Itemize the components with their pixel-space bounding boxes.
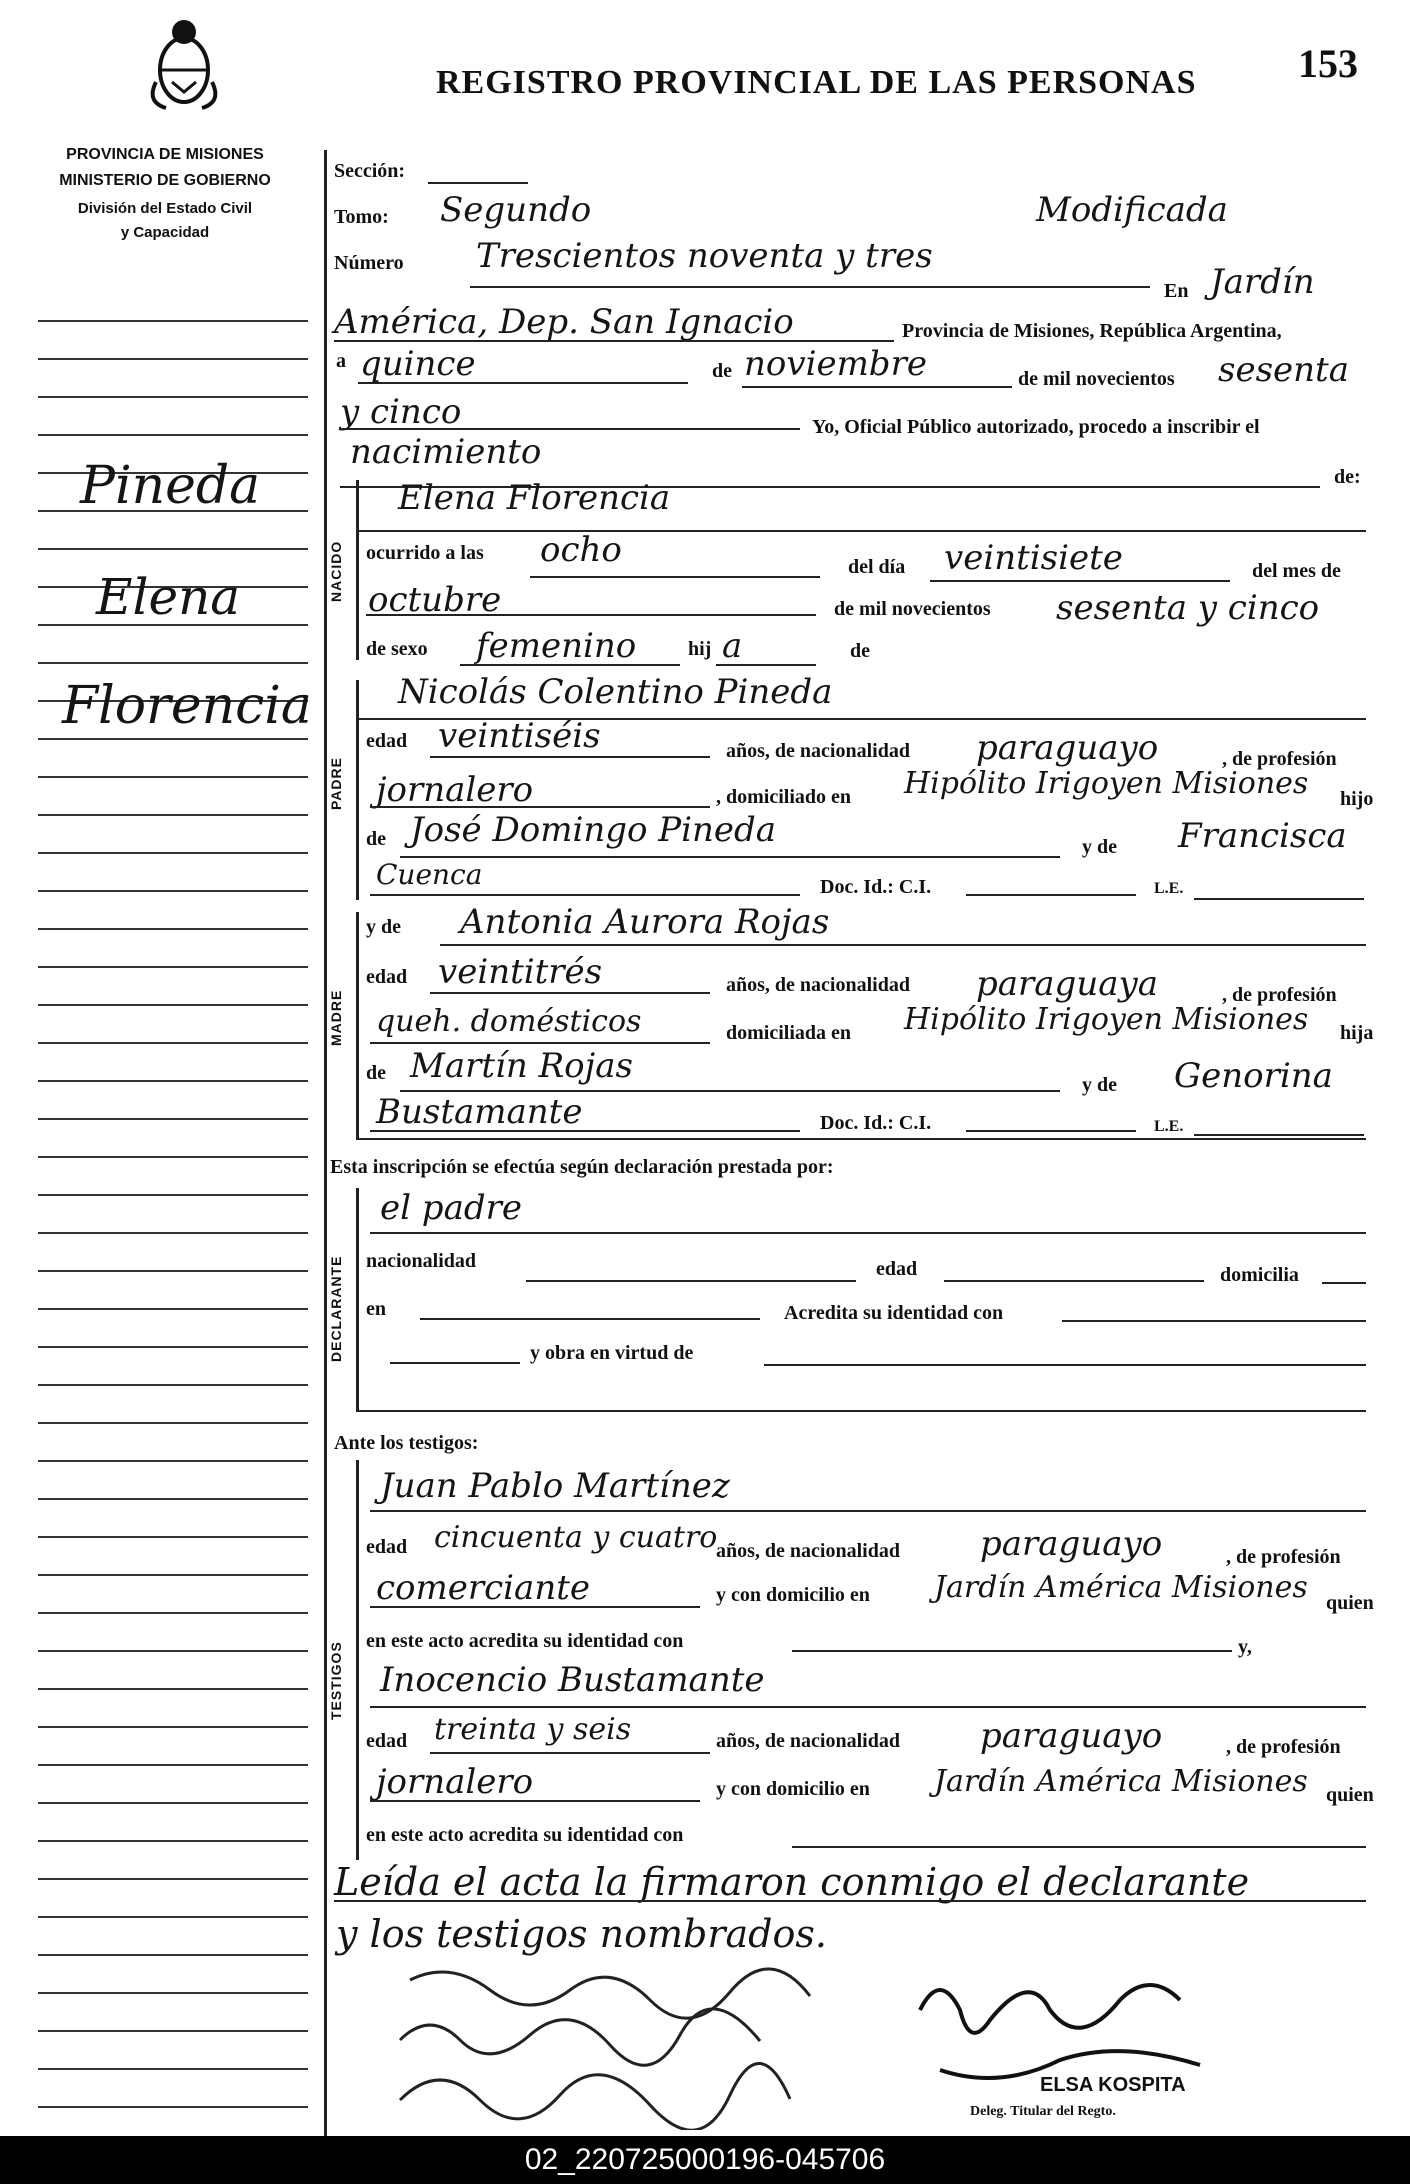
testigo1-prof-value: comerciante bbox=[376, 1568, 590, 1608]
margin-rule bbox=[38, 1878, 308, 1880]
t1-prof-label: , de profesión bbox=[1226, 1546, 1341, 1568]
margin-rule bbox=[38, 1802, 308, 1804]
t2-prof-label: , de profesión bbox=[1226, 1736, 1341, 1758]
coat-of-arms-icon bbox=[146, 12, 222, 112]
margin-first-name: Elena bbox=[96, 568, 241, 626]
tomo-annotation: Modificada bbox=[1036, 190, 1228, 230]
esta-inscripcion-label: Esta inscripción se efectúa según declaración prestada por: bbox=[330, 1156, 834, 1178]
official-stamp-name: ELSA KOSPITA bbox=[1040, 2074, 1186, 2096]
acto-value: nacimiento bbox=[350, 432, 542, 472]
margin-rule bbox=[38, 1916, 308, 1918]
official-stamp-title: Deleg. Titular del Regto. bbox=[970, 2104, 1116, 2119]
padre-le-label: L.E. bbox=[1154, 880, 1184, 897]
numero-label: Número bbox=[334, 252, 404, 274]
margin-rule bbox=[38, 1004, 308, 1006]
decl-acredita-label: Acredita su identidad con bbox=[784, 1302, 1004, 1324]
margin-rule bbox=[38, 1650, 308, 1652]
t1-acredita-label: en este acto acredita su identidad con bbox=[366, 1630, 684, 1652]
del-dia-label: del día bbox=[848, 556, 906, 578]
padre-dom-label: , domiciliado en bbox=[716, 786, 852, 808]
testigos-bracket bbox=[356, 1460, 359, 1860]
madre-padre-value: Martín Rojas bbox=[410, 1046, 633, 1086]
page-title: REGISTRO PROVINCIAL DE LAS PERSONAS bbox=[436, 64, 1197, 101]
seccion-label: Sección: bbox=[334, 160, 406, 182]
hijo-label: hijo bbox=[1340, 788, 1374, 810]
margin-rule bbox=[38, 1156, 308, 1158]
margin-rule bbox=[38, 1498, 308, 1500]
decl-nacionalidad-label: nacionalidad bbox=[366, 1250, 477, 1272]
madre-y-de-label: y de bbox=[366, 916, 401, 938]
hora-value: ocho bbox=[540, 530, 622, 570]
t1-edad-label: edad bbox=[366, 1536, 408, 1558]
testigo1-nac-value: paraguayo bbox=[980, 1524, 1163, 1564]
ante-testigos-label: Ante los testigos: bbox=[334, 1432, 479, 1454]
testigo2-edad-value: treinta y seis bbox=[434, 1712, 632, 1747]
main-border bbox=[324, 150, 327, 2140]
mes-nac-value: octubre bbox=[368, 580, 502, 620]
margin-rule bbox=[38, 1118, 308, 1120]
margin-rule bbox=[38, 1042, 308, 1044]
margin-surname: Pineda bbox=[80, 456, 261, 516]
padre-prof-value: jornalero bbox=[376, 770, 534, 810]
padre-anos-label: años, de nacionalidad bbox=[726, 740, 910, 762]
ocurrido-label: ocurrido a las bbox=[366, 542, 484, 564]
padre-doc-label: Doc. Id.: C.I. bbox=[820, 876, 932, 898]
signature-scribbles-icon bbox=[380, 1950, 1280, 2130]
mes-value: noviembre bbox=[744, 344, 927, 384]
anio-nac-value: sesenta y cinco bbox=[1056, 588, 1320, 628]
margin-rule bbox=[38, 662, 308, 664]
hija-label: hija bbox=[1340, 1022, 1374, 1044]
padre-prof-label: , de profesión bbox=[1222, 748, 1337, 770]
padre-madre-value-2: Cuenca bbox=[376, 858, 483, 891]
testigo2-nac-value: paraguayo bbox=[980, 1716, 1163, 1756]
tomo-value: Segundo bbox=[440, 190, 592, 230]
office-line-2: MINISTERIO DE GOBIERNO bbox=[59, 172, 271, 189]
margin-rule bbox=[38, 320, 308, 322]
closing-line-1: Leída el acta la firmaron conmigo el declarante bbox=[334, 1860, 1250, 1904]
en-label: En bbox=[1164, 280, 1189, 302]
t2-edad-label: edad bbox=[366, 1730, 408, 1752]
margin-rule bbox=[38, 814, 308, 816]
margin-rule bbox=[38, 1384, 308, 1386]
padre-nombre-value: Nicolás Colentino Pineda bbox=[398, 672, 833, 712]
margin-rule bbox=[38, 1574, 308, 1576]
testigo2-nombre-value: Inocencio Bustamante bbox=[380, 1660, 765, 1700]
t1-anos-label: años, de nacionalidad bbox=[716, 1540, 900, 1562]
de-mil-label: de mil novecientos bbox=[1018, 368, 1175, 390]
padre-y-de-label: y de bbox=[1082, 836, 1117, 858]
madre-anos-label: años, de nacionalidad bbox=[726, 974, 910, 996]
margin-rule bbox=[38, 1688, 308, 1690]
document-id-footer: 02_220725000196-045706 bbox=[0, 2136, 1410, 2184]
margin-rule bbox=[38, 548, 308, 550]
provincia-label: Provincia de Misiones, República Argentina, bbox=[902, 320, 1282, 342]
margin-rule bbox=[38, 1080, 308, 1082]
padre-bracket bbox=[356, 680, 359, 900]
dia-value: quince bbox=[360, 344, 476, 384]
margin-rule bbox=[38, 1232, 308, 1234]
de-label-1: de bbox=[712, 360, 732, 382]
yo-label: Yo, Oficial Público autorizado, procedo a inscribir el bbox=[812, 416, 1260, 438]
margin-rule bbox=[38, 890, 308, 892]
padre-edad-label: edad bbox=[366, 730, 408, 752]
madre-le-label: L.E. bbox=[1154, 1118, 1184, 1135]
page-number: 153 bbox=[1298, 41, 1358, 86]
margin-rule bbox=[38, 1460, 308, 1462]
madre-prof-value: queh. domésticos bbox=[376, 1004, 642, 1039]
de-label-2: de bbox=[850, 640, 870, 662]
margin-rule bbox=[38, 2106, 308, 2108]
padre-nac-value: paraguayo bbox=[976, 728, 1159, 768]
decl-domicilia-label: domicilia bbox=[1220, 1264, 1299, 1286]
margin-rule bbox=[38, 1536, 308, 1538]
lugar-line-1: Jardín bbox=[1210, 262, 1315, 302]
margin-rule bbox=[38, 1346, 308, 1348]
de-colon-label: de: bbox=[1334, 466, 1361, 488]
madre-dom-label: domiciliada en bbox=[726, 1022, 852, 1044]
office-line-4: y Capacidad bbox=[120, 224, 210, 241]
madre-y-de-label-2: y de bbox=[1082, 1074, 1117, 1096]
madre-prof-label: , de profesión bbox=[1222, 984, 1337, 1006]
margin-rule bbox=[38, 2068, 308, 2070]
margin-rule bbox=[38, 1422, 308, 1424]
hij-value: a bbox=[722, 626, 743, 666]
madre-madre-value-1: Genorina bbox=[1174, 1056, 1333, 1096]
de-mil-label-2: de mil novecientos bbox=[834, 598, 991, 620]
testigo1-nombre-value: Juan Pablo Martínez bbox=[380, 1466, 730, 1506]
margin-rule bbox=[38, 1194, 308, 1196]
testigo2-dom-value: Jardín América Misiones bbox=[934, 1764, 1308, 1799]
padre-padre-value: José Domingo Pineda bbox=[410, 810, 777, 850]
t1-y-label: y, bbox=[1238, 1636, 1252, 1658]
t1-dom-label: y con domicilio en bbox=[716, 1584, 870, 1606]
margin-rule bbox=[38, 776, 308, 778]
lugar-line-2: América, Dep. San Ignacio bbox=[334, 302, 794, 342]
margin-rule bbox=[38, 1308, 308, 1310]
declarante-bottom-line bbox=[356, 1410, 1366, 1412]
label-testigos: TESTIGOS bbox=[328, 1641, 344, 1720]
declarante-value: el padre bbox=[380, 1188, 522, 1228]
del-mes-label: del mes de bbox=[1252, 560, 1341, 582]
padre-madre-value-1: Francisca bbox=[1178, 816, 1347, 856]
t2-dom-label: y con domicilio en bbox=[716, 1778, 870, 1800]
testigo2-prof-value: jornalero bbox=[376, 1762, 534, 1802]
hij-label: hij bbox=[688, 638, 712, 660]
madre-dom-value: Hipólito Irigoyen Misiones bbox=[904, 1002, 1309, 1037]
madre-nombre-value: Antonia Aurora Rojas bbox=[460, 902, 830, 942]
testigo1-dom-value: Jardín América Misiones bbox=[934, 1570, 1308, 1605]
decl-y-obra-label: y obra en virtud de bbox=[530, 1342, 694, 1364]
testigo1-edad-value: cincuenta y cuatro bbox=[434, 1520, 718, 1555]
madre-nac-value: paraguaya bbox=[976, 964, 1158, 1004]
sexo-value: femenino bbox=[476, 626, 637, 666]
madre-bottom-line bbox=[356, 1138, 1366, 1140]
label-nacido: NACIDO bbox=[328, 540, 344, 602]
de-sexo-label: de sexo bbox=[366, 638, 428, 660]
margin-rule bbox=[38, 852, 308, 854]
nacido-bracket bbox=[356, 480, 359, 660]
madre-edad-label: edad bbox=[366, 966, 408, 988]
t2-anos-label: años, de nacionalidad bbox=[716, 1730, 900, 1752]
madre-doc-label: Doc. Id.: C.I. bbox=[820, 1112, 932, 1134]
t2-quien-label: quien bbox=[1326, 1784, 1374, 1806]
closing-line-2: y los testigos nombrados. bbox=[336, 1912, 827, 1956]
madre-madre-value-2: Bustamante bbox=[376, 1092, 583, 1132]
declarante-bracket bbox=[356, 1188, 359, 1410]
tomo-label: Tomo: bbox=[334, 206, 389, 228]
madre-de-label: de bbox=[366, 1062, 386, 1084]
padre-de-label: de bbox=[366, 828, 386, 850]
decl-en-label: en bbox=[366, 1298, 386, 1320]
anio-value-1: sesenta bbox=[1218, 350, 1349, 390]
margin-rule bbox=[38, 1270, 308, 1272]
margin-rule bbox=[38, 1726, 308, 1728]
dia-nac-value: veintisiete bbox=[944, 538, 1123, 578]
label-padre: PADRE bbox=[328, 757, 344, 810]
margin-rule bbox=[38, 1992, 308, 1994]
office-line-1: PROVINCIA DE MISIONES bbox=[66, 146, 264, 163]
margin-rule bbox=[38, 1840, 308, 1842]
t2-acredita-label: en este acto acredita su identidad con bbox=[366, 1824, 684, 1846]
decl-edad-label: edad bbox=[876, 1258, 918, 1280]
margin-rule bbox=[38, 2030, 308, 2032]
margin-second-name: Florencia bbox=[62, 676, 312, 736]
anio-value-2: y cinco bbox=[340, 392, 462, 432]
label-madre: MADRE bbox=[328, 989, 344, 1046]
madre-bracket bbox=[356, 912, 359, 1138]
margin-rule bbox=[38, 928, 308, 930]
margin-rule bbox=[38, 738, 308, 740]
margin-rule bbox=[38, 1764, 308, 1766]
margin-rule bbox=[38, 1612, 308, 1614]
margin-rule bbox=[38, 966, 308, 968]
margin-rule bbox=[38, 396, 308, 398]
padre-edad-value: veintiséis bbox=[438, 716, 601, 756]
padre-dom-value: Hipólito Irigoyen Misiones bbox=[904, 766, 1309, 801]
a-label: a bbox=[336, 350, 346, 372]
margin-rule bbox=[38, 358, 308, 360]
margin-rule bbox=[38, 434, 308, 436]
margin-rule bbox=[38, 1954, 308, 1956]
label-declarante: DECLARANTE bbox=[328, 1255, 344, 1362]
madre-edad-value: veintitrés bbox=[438, 952, 603, 992]
numero-value: Trescientos noventa y tres bbox=[476, 236, 933, 276]
office-line-3: División del Estado Civil bbox=[77, 200, 253, 217]
nombre-value: Elena Florencia bbox=[398, 478, 671, 518]
t1-quien-label: quien bbox=[1326, 1592, 1374, 1614]
